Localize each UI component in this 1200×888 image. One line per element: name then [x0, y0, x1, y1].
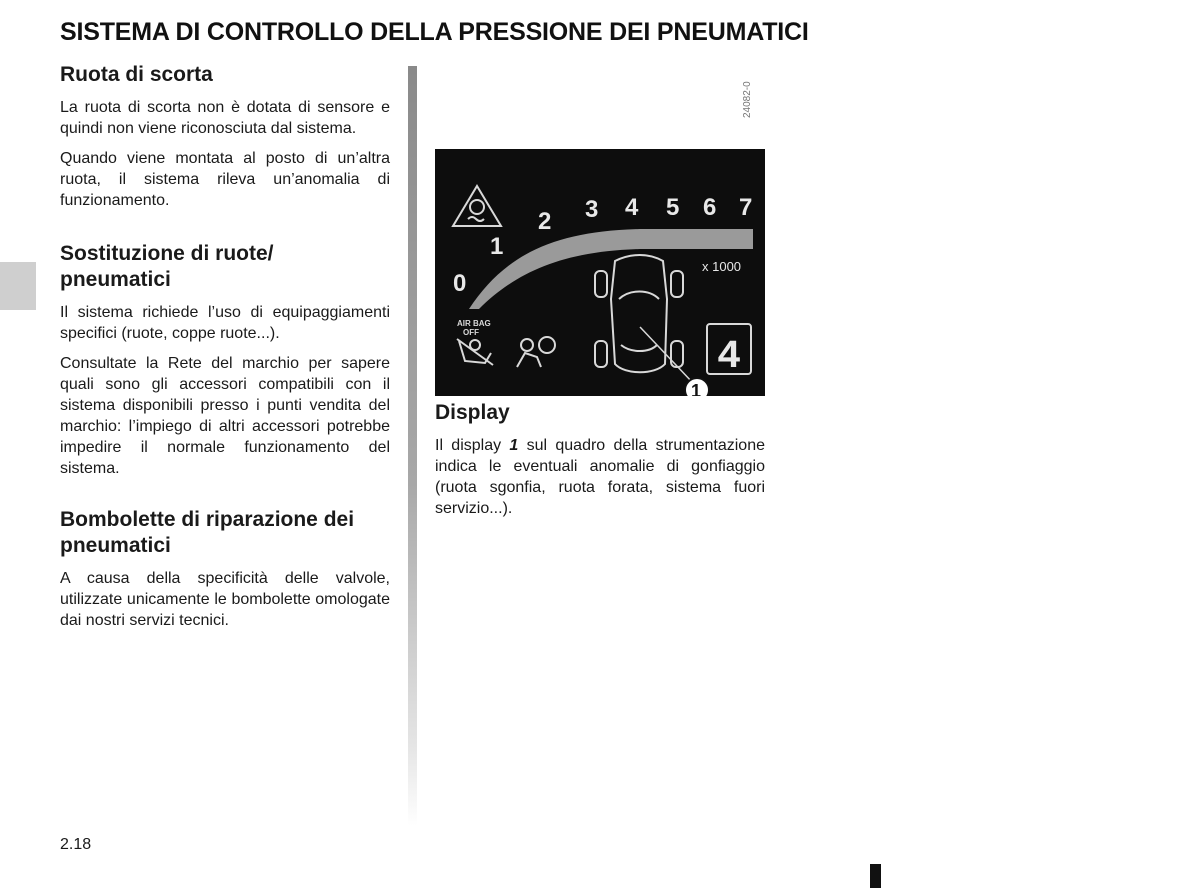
page-number: 2.18: [60, 836, 92, 853]
paragraph: La ruota di scorta non è dotata di sensore e quindi non viene riconosciuta dal sistema.: [60, 99, 390, 137]
scale-number: 1: [490, 233, 504, 260]
section-repair-canisters: [60, 507, 390, 631]
section-spare-wheel: [60, 62, 390, 211]
reference-number: 1: [509, 437, 519, 454]
chapter-tab: [0, 262, 36, 310]
section-heading: Display: [435, 401, 510, 424]
display-text-before: Il display: [435, 437, 510, 454]
scale-number: 2: [538, 208, 552, 235]
section-heading: Sostituzione di ruote/ pneumatici: [60, 242, 274, 291]
scale-number: 5: [666, 194, 680, 221]
section-wheel-replacement: [60, 241, 390, 479]
airbag-label: AIR BAG: [457, 319, 491, 328]
airbag-label: OFF: [463, 328, 479, 337]
figure-code: 24082-0: [742, 81, 753, 119]
scale-number: 4: [625, 194, 639, 221]
rpm-multiplier: x 1000: [702, 259, 742, 274]
section-heading: Bombolette di riparazione dei pneumatici: [60, 508, 355, 557]
dashboard-display-figure: [435, 149, 765, 396]
column-divider: [408, 66, 417, 826]
paragraph: Quando viene montata al posto di un’altra ruota, il sistema rileva un’anomalia di funzionamento.: [60, 150, 390, 209]
paragraph: Consultate la Rete del marchio per sapere quali sono gli accessori compatibili con il sistema disponibili presso i punti vendita del marchio: l’impiego di altri accessori potrebbe impedire il normale funzionamento del sistema.: [60, 355, 390, 477]
scale-number: 7: [739, 194, 753, 221]
scale-number: 0: [453, 270, 467, 297]
gear-digit: 4: [717, 335, 742, 380]
left-column: [60, 60, 390, 631]
callout-number: 1: [691, 381, 702, 396]
page-edge-mark: [870, 864, 881, 888]
page-title: SISTEMA DI CONTROLLO DELLA PRESSIONE DEI PNEUMATICI: [60, 18, 809, 46]
scale-number: 3: [585, 196, 599, 223]
paragraph: A causa della specificità delle valvole, utilizzate unicamente le bombolette omologate dai nostri servizi tecnici.: [60, 570, 390, 629]
right-column: [435, 400, 765, 519]
paragraph: [435, 435, 765, 519]
section-heading: Ruota di scorta: [60, 63, 213, 86]
paragraph: Il sistema richiede l’uso di equipaggiamenti specifici (ruote, coppe ruote...).: [60, 304, 390, 342]
display-text-after: sul quadro della strumentazione indica le eventuali anomalie di gonfiaggio (ruota sgonfia, ruota forata, sistema fuori servizio...).: [435, 437, 766, 517]
scale-number: 6: [703, 194, 717, 221]
